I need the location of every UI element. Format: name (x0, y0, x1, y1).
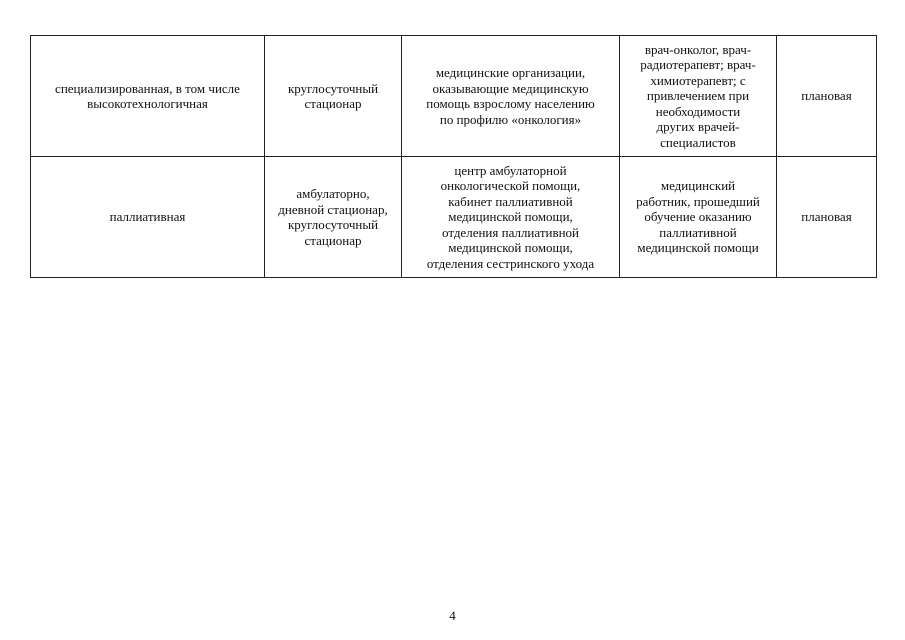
specialists-cell (620, 36, 777, 157)
cell-text: центр амбулаторной онкологической помощи, кабинет паллиативной медицинской помощи, отделения паллиативной медицинской помощи, отделения сестринского ухода (426, 162, 595, 271)
medical-care-table (30, 35, 877, 278)
care-form-cell (777, 36, 877, 157)
organizations-cell (402, 36, 620, 157)
cell-text: медицинские организации, оказывающие медицинскую помощь взрослому населению по профилю «онкология» (426, 65, 595, 127)
care-conditions-cell (265, 157, 402, 278)
care-type-cell (31, 157, 265, 278)
organizations-cell (402, 157, 620, 278)
page-number: 4 (449, 608, 456, 623)
cell-text: медицинский работник, прошедший обучение оказанию паллиативной медицинской помощи (636, 178, 760, 256)
cell-text: специализированная, в том числе высокотехнологичная (55, 80, 240, 111)
care-form-cell (777, 157, 877, 278)
cell-text: плановая (801, 209, 852, 225)
cell-text: круглосуточный стационар (287, 80, 379, 111)
table-row (31, 157, 877, 278)
specialists-cell (620, 157, 777, 278)
cell-text: паллиативная (109, 209, 186, 225)
care-type-cell (31, 36, 265, 157)
cell-text: врач-онколог, врач- радиотерапевт; врач- химиотерапевт; с привлечением при необходимости других врачей- специалистов (640, 41, 756, 150)
care-conditions-cell (265, 36, 402, 157)
cell-text: амбулаторно, дневной стационар, круглосуточный стационар (278, 186, 388, 248)
cell-text: плановая (801, 88, 852, 104)
table-row (31, 36, 877, 157)
